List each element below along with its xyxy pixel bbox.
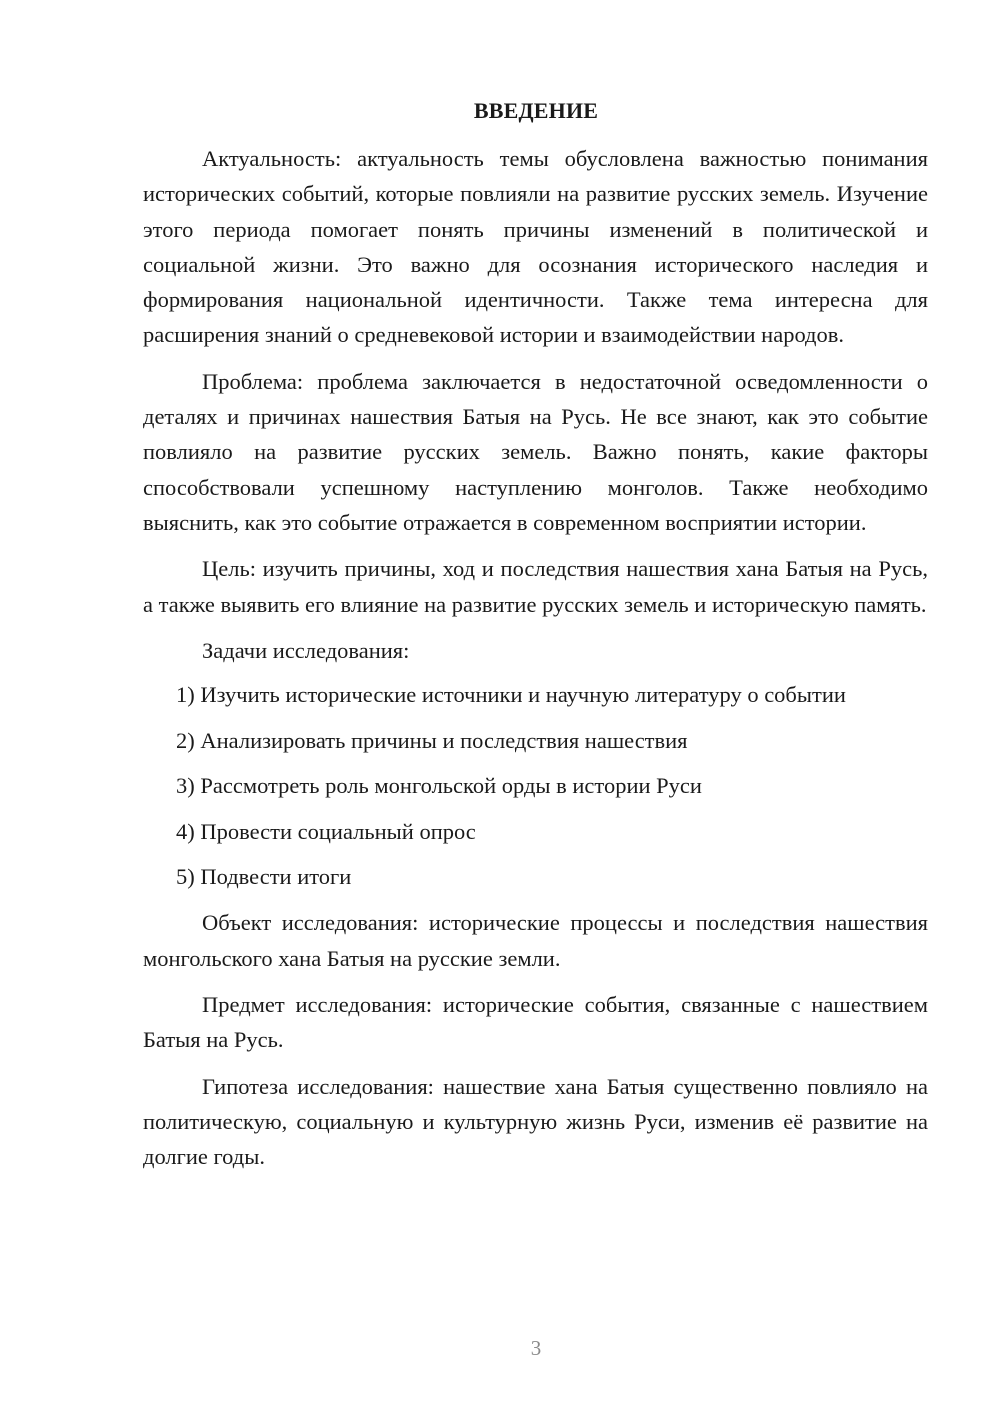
paragraph-problem: Проблема: проблема заключается в недостаточной осведомленности о деталях и причинах нашествия Батыя на Русь. Не все знают, как это событие повлияло на развитие русских земель. Важно понять, какие факторы способствовали успешному наступлению монголов. Также необходимо выяснить, как это событие отражается в современном восприятии истории. xyxy=(143,368,928,535)
page-number: 3 xyxy=(530,1336,542,1360)
task-item: 1) Изучить исторические источники и научную литературу о событии xyxy=(176,682,846,708)
task-item: 4) Провести социальный опрос xyxy=(176,818,476,844)
section-heading: ВВЕДЕНИЕ xyxy=(473,98,599,123)
task-item: 5) Подвести итоги xyxy=(176,864,352,890)
document-body xyxy=(143,141,928,1185)
paragraph-subject: Предмет исследования: исторические события, связанные с нашествием Батыя на Русь. xyxy=(143,991,928,1053)
paragraph-goal: Цель: изучить причины, ход и последствия нашествия хана Батыя на Русь, а также выявить его влияние на развитие русских земель и историческую память. xyxy=(143,556,928,617)
task-item: 2) Анализировать причины и последствия нашествия xyxy=(176,727,688,753)
paragraph-hypothesis: Гипотеза исследования: нашествие хана Батыя существенно повлияло на политическую, социальную и культурную жизнь Руси, изменив её развитие на долгие годы. xyxy=(143,1073,928,1170)
tasks-list xyxy=(143,677,928,894)
paragraph-object: Объект исследования: исторические процессы и последствия нашествия монгольского хана Батыя на русские земли. xyxy=(143,910,928,971)
tasks-heading: Задачи исследования: xyxy=(202,637,410,663)
task-item: 3) Рассмотреть роль монгольской орды в истории Руси xyxy=(176,773,702,799)
paragraph-relevance: Актуальность: актуальность темы обусловлена важностью понимания исторических событий, которые повлияли на развитие русских земель. Изучение этого периода помогает понять причины изменений в политической и социальной жизни. Это важно для осознания исторического наследия и формирования национальной идентичности. Также тема интересна для расширения знаний о средневековой истории и взаимодействии народов. xyxy=(143,146,928,348)
